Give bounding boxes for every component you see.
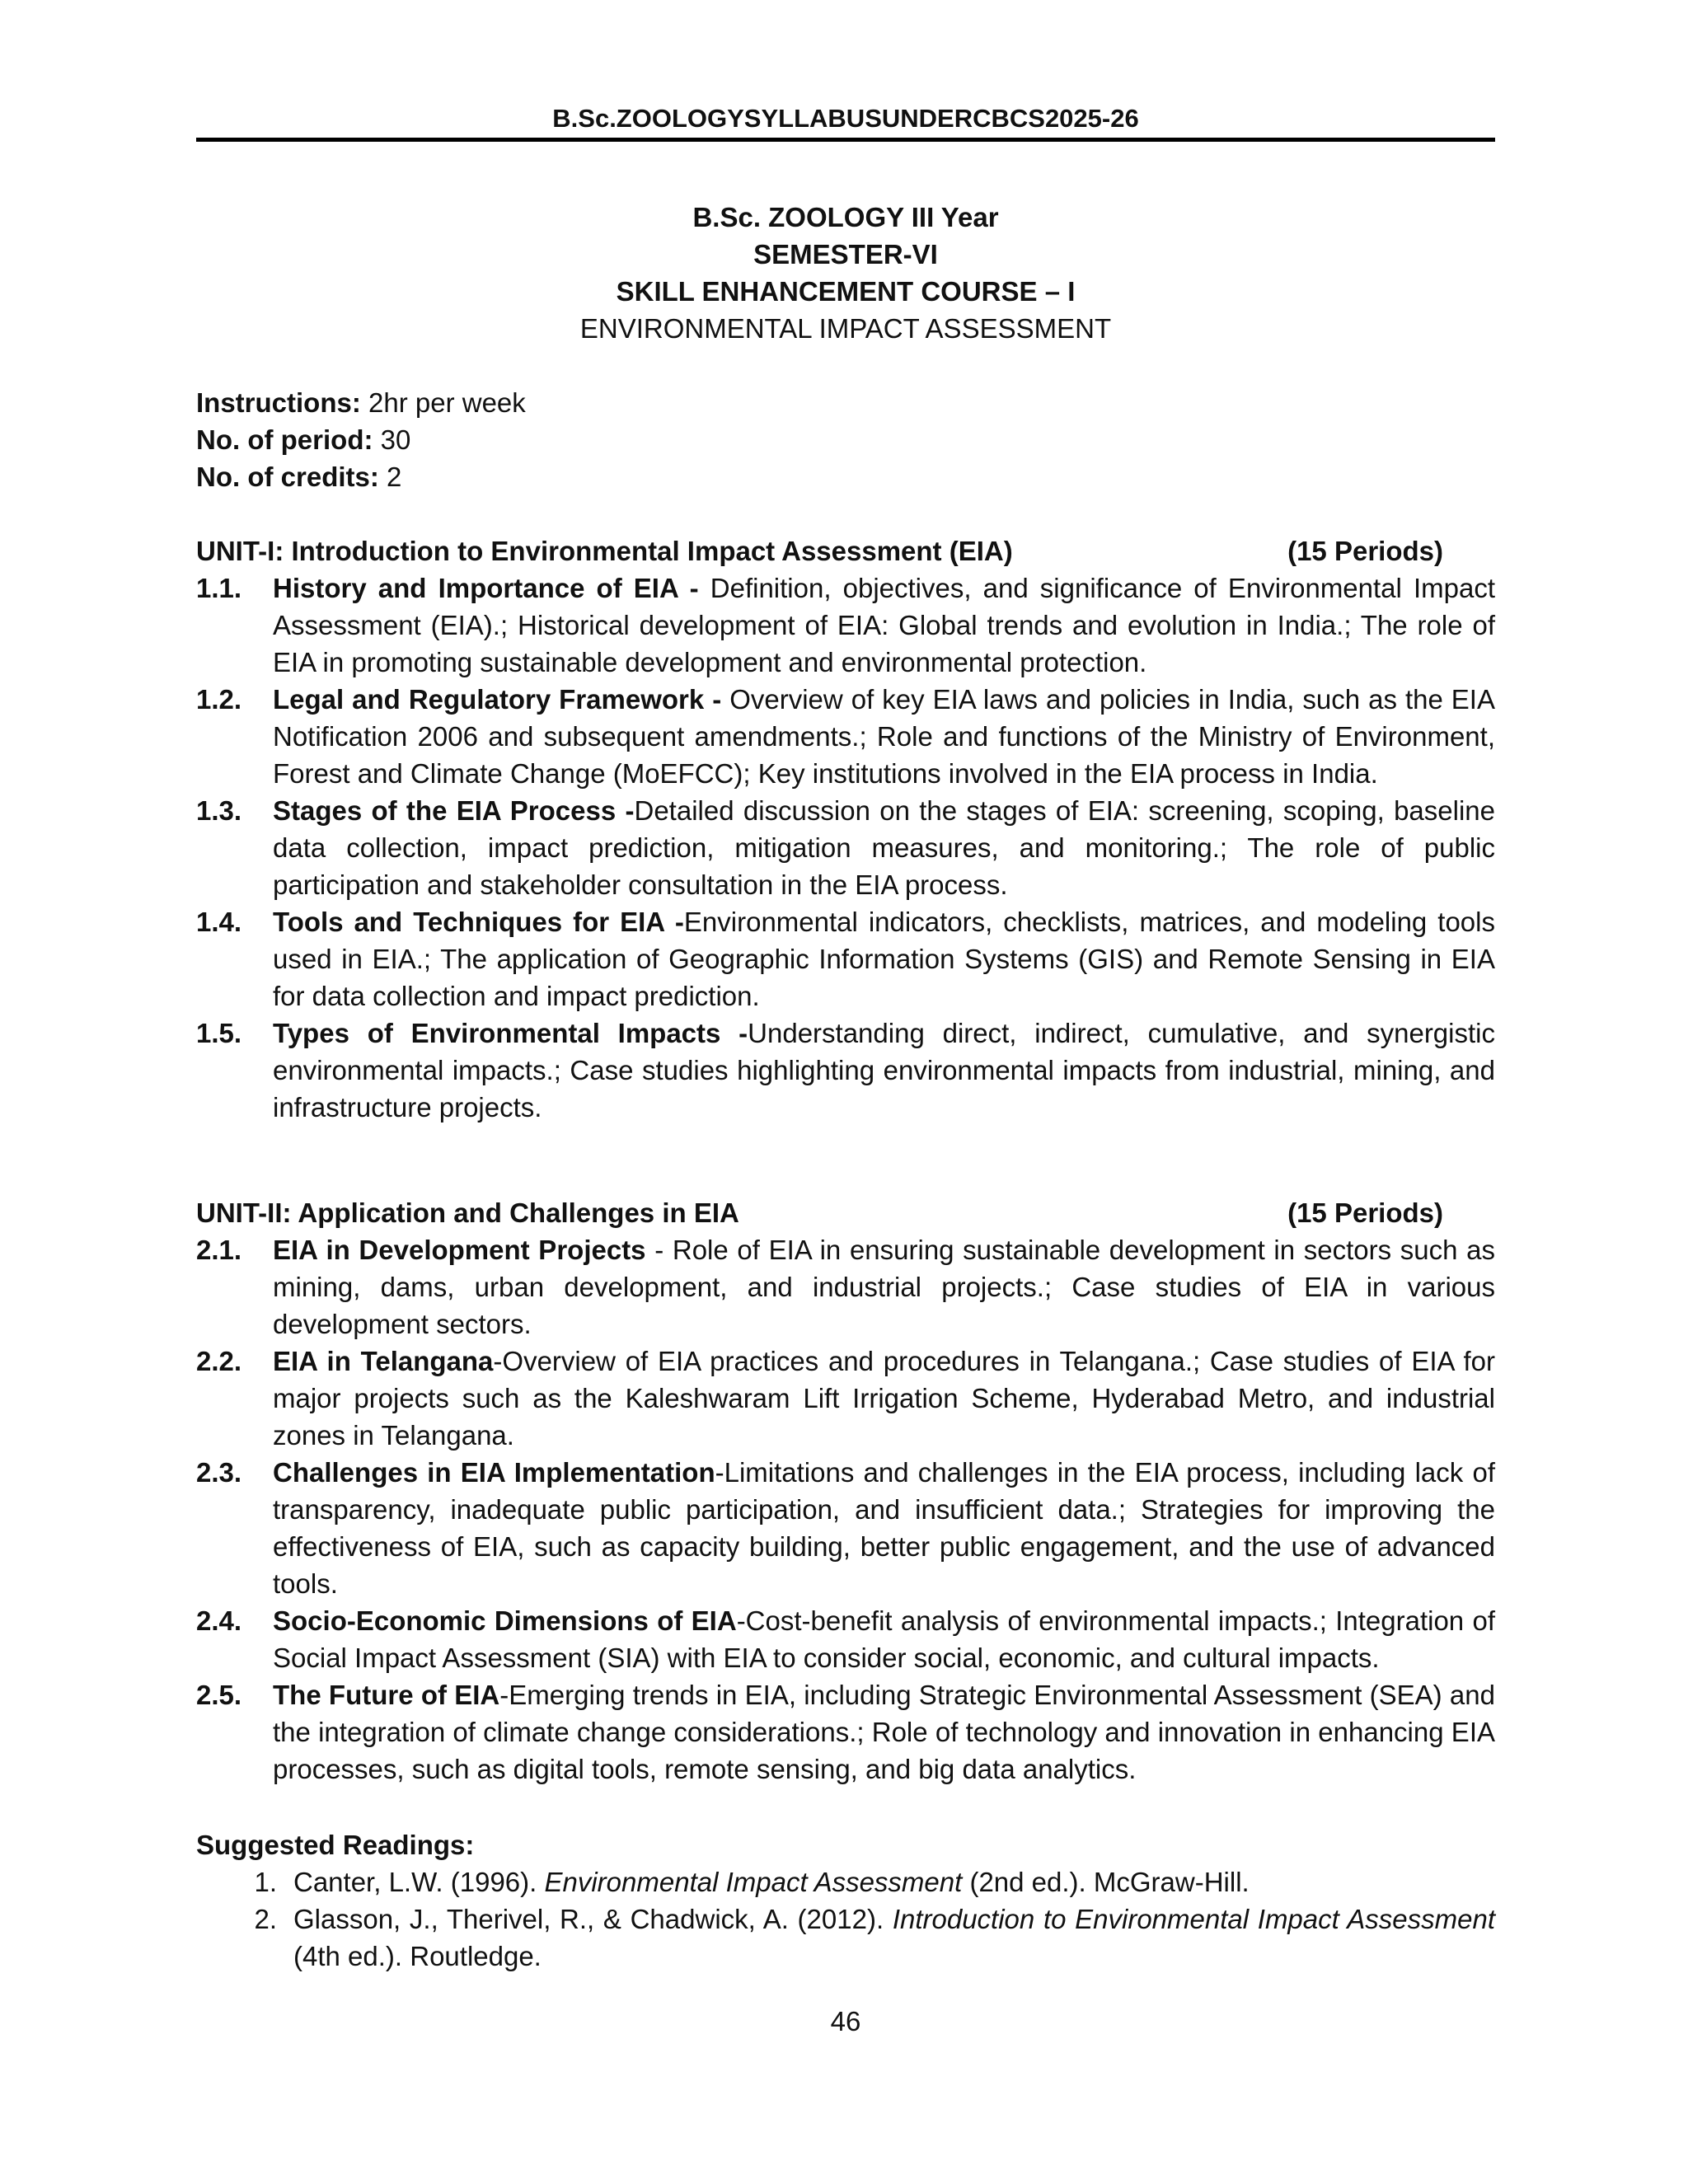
reading-authors: Glasson, J., Therivel, R., & Chadwick, A. (2012). xyxy=(293,1904,893,1934)
item-body xyxy=(273,1676,1495,1788)
item-number: 1.4. xyxy=(196,907,242,937)
instructions-label: Instructions: xyxy=(196,387,361,418)
course-name: ENVIRONMENTAL IMPACT ASSESSMENT xyxy=(579,313,1112,344)
reading-title: Introduction to Environmental Impact Assessment xyxy=(892,1904,1495,1934)
item-text: -Overview of EIA practices and procedures in Telangana.; Case studies of EIA for major projects such as the Kaleshwaram Lift Irrigation Scheme, Hyderabad Metro, and industrial zones in Telangana. xyxy=(273,1346,1495,1451)
item-number: 2.1. xyxy=(196,1235,242,1265)
instructions-line xyxy=(196,384,1495,421)
periods-value: 30 xyxy=(373,424,411,455)
unit-title: UNIT-I: Introduction to Environmental Impact Assessment (EIA) xyxy=(196,536,1013,566)
reading-authors: Canter, L.W. (1996). xyxy=(293,1867,545,1897)
course-year: B.Sc. ZOOLOGY III Year xyxy=(692,202,999,232)
list-item xyxy=(196,681,1495,792)
item-body xyxy=(273,1231,1495,1343)
periods-line xyxy=(196,421,1495,458)
unit-periods: (15 Periods) xyxy=(1287,1197,1443,1228)
list-item xyxy=(196,1231,1495,1343)
item-body xyxy=(273,792,1495,903)
unit-2 xyxy=(196,1194,1495,1788)
item-body xyxy=(273,1454,1495,1602)
reading-text xyxy=(293,1900,1495,1975)
item-text: Overview of key EIA laws and policies in India, such as the EIA Notification 2006 and subsequent amendments.; Role and functions of the Ministry of Environment, Forest and Climate Change (MoEFCC); Key institutions involved in the EIA process in India. xyxy=(273,684,1495,789)
item-text: Detailed discussion on the stages of EIA: screening, scoping, baseline data collection, impact prediction, mitigation measures, and monitoring.; The role of public participation and stakeholder consultation in the EIA process. xyxy=(273,795,1496,900)
reading-text xyxy=(293,1863,1495,1900)
semester: SEMESTER-VI xyxy=(753,239,938,269)
instructions-value: 2hr per week xyxy=(360,387,526,418)
item-text: -Limitations and challenges in the EIA process, including lack of transparency, inadequate public participation, and insufficient data.; Strategies for improving the effectiveness of EIA, such as capacity building, better public engagement, and the use of advanced tools. xyxy=(273,1457,1495,1599)
item-body xyxy=(273,681,1495,792)
item-title: Types of Environmental Impacts - xyxy=(273,1018,748,1048)
reading-item xyxy=(196,1900,1495,1975)
credits-label: No. of credits: xyxy=(196,462,379,492)
readings-heading: Suggested Readings: xyxy=(196,1830,475,1860)
unit-heading xyxy=(196,1194,1495,1231)
unit-heading xyxy=(196,532,1495,569)
course-title-block xyxy=(196,199,1495,347)
item-number: 2.5. xyxy=(196,1680,242,1710)
item-number: 2.3. xyxy=(196,1457,242,1488)
item-number: 1.2. xyxy=(196,684,242,715)
item-body xyxy=(273,903,1495,1015)
item-text: - Role of EIA in ensuring sustainable development in sectors such as mining, dams, urban development, and industrial projects.; Case studies of EIA in various development sectors. xyxy=(273,1235,1496,1339)
item-body xyxy=(273,1015,1495,1126)
item-title: EIA in Telangana xyxy=(273,1346,494,1376)
list-item xyxy=(196,792,1495,903)
item-text: Understanding direct, indirect, cumulative, and synergistic environmental impacts.; Case studies highlighting environmental impacts from industrial, mining, and infrastructure projects. xyxy=(273,1018,1495,1122)
credits-line xyxy=(196,458,1495,495)
item-number: 1.3. xyxy=(196,795,242,826)
item-body xyxy=(273,569,1495,681)
item-body xyxy=(273,1343,1495,1454)
item-number: 1.1. xyxy=(196,573,242,603)
item-title: The Future of EIA xyxy=(273,1680,500,1710)
item-text: Environmental indicators, checklists, matrices, and modeling tools used in EIA.; The application of Geographic Information Systems (GIS) and Remote Sensing in EIA for data collection and impact prediction. xyxy=(273,907,1495,1011)
credits-value: 2 xyxy=(378,462,402,492)
unit-title: UNIT-II: Application and Challenges in EIA xyxy=(196,1197,739,1228)
list-item xyxy=(196,1676,1495,1788)
list-item xyxy=(196,569,1495,681)
item-text: Definition, objectives, and significance of Environmental Impact Assessment (EIA).; Historical development of EIA: Global trends and evolution in India.; The role of EIA in promoting sustainable development and environmental protection. xyxy=(273,573,1495,677)
unit-periods: (15 Periods) xyxy=(1287,536,1443,566)
running-header: B.Sc.ZOOLOGYSYLLABUSUNDERCBCS2025-26 xyxy=(552,104,1139,133)
reading-item xyxy=(196,1863,1495,1900)
item-number: 2.2. xyxy=(196,1346,242,1376)
item-text: -Cost-benefit analysis of environmental impacts.; Integration of Social Impact Assessment (SIA) with EIA to consider social, economic, and cultural impacts. xyxy=(273,1605,1495,1673)
course-meta xyxy=(196,384,1495,495)
periods-label: No. of period: xyxy=(196,424,373,455)
item-title: EIA in Development Projects xyxy=(273,1235,646,1265)
page-number: 46 xyxy=(830,2006,861,2036)
suggested-readings xyxy=(196,1826,1495,1975)
item-title: Legal and Regulatory Framework - xyxy=(273,684,730,715)
item-title: Stages of the EIA Process - xyxy=(273,795,635,826)
list-item xyxy=(196,1454,1495,1602)
item-title: History and Importance of EIA - xyxy=(273,573,710,603)
reading-number: 2. xyxy=(254,1904,277,1934)
item-body xyxy=(273,1602,1495,1676)
header-rule xyxy=(196,138,1495,142)
item-title: Socio-Economic Dimensions of EIA xyxy=(273,1605,737,1636)
item-number: 2.4. xyxy=(196,1605,242,1636)
item-title: Challenges in EIA Implementation xyxy=(273,1457,715,1488)
reading-publisher: (2nd ed.). McGraw-Hill. xyxy=(962,1867,1250,1897)
list-item xyxy=(196,1602,1495,1676)
list-item xyxy=(196,1343,1495,1454)
item-title: Tools and Techniques for EIA - xyxy=(273,907,684,937)
item-number: 1.5. xyxy=(196,1018,242,1048)
list-item xyxy=(196,1015,1495,1126)
reading-publisher: (4th ed.). Routledge. xyxy=(293,1941,542,1971)
list-item xyxy=(196,903,1495,1015)
item-text: -Emerging trends in EIA, including Strategic Environmental Assessment (SEA) and the integration of climate change considerations.; Role of technology and innovation in enhancing EIA processes, such as digital tools, remote sensing, and big data analytics. xyxy=(273,1680,1495,1784)
reading-title: Environmental Impact Assessment xyxy=(544,1867,963,1897)
unit-1 xyxy=(196,532,1495,1126)
reading-number: 1. xyxy=(254,1867,277,1897)
course-type: SKILL ENHANCEMENT COURSE – I xyxy=(616,276,1076,307)
